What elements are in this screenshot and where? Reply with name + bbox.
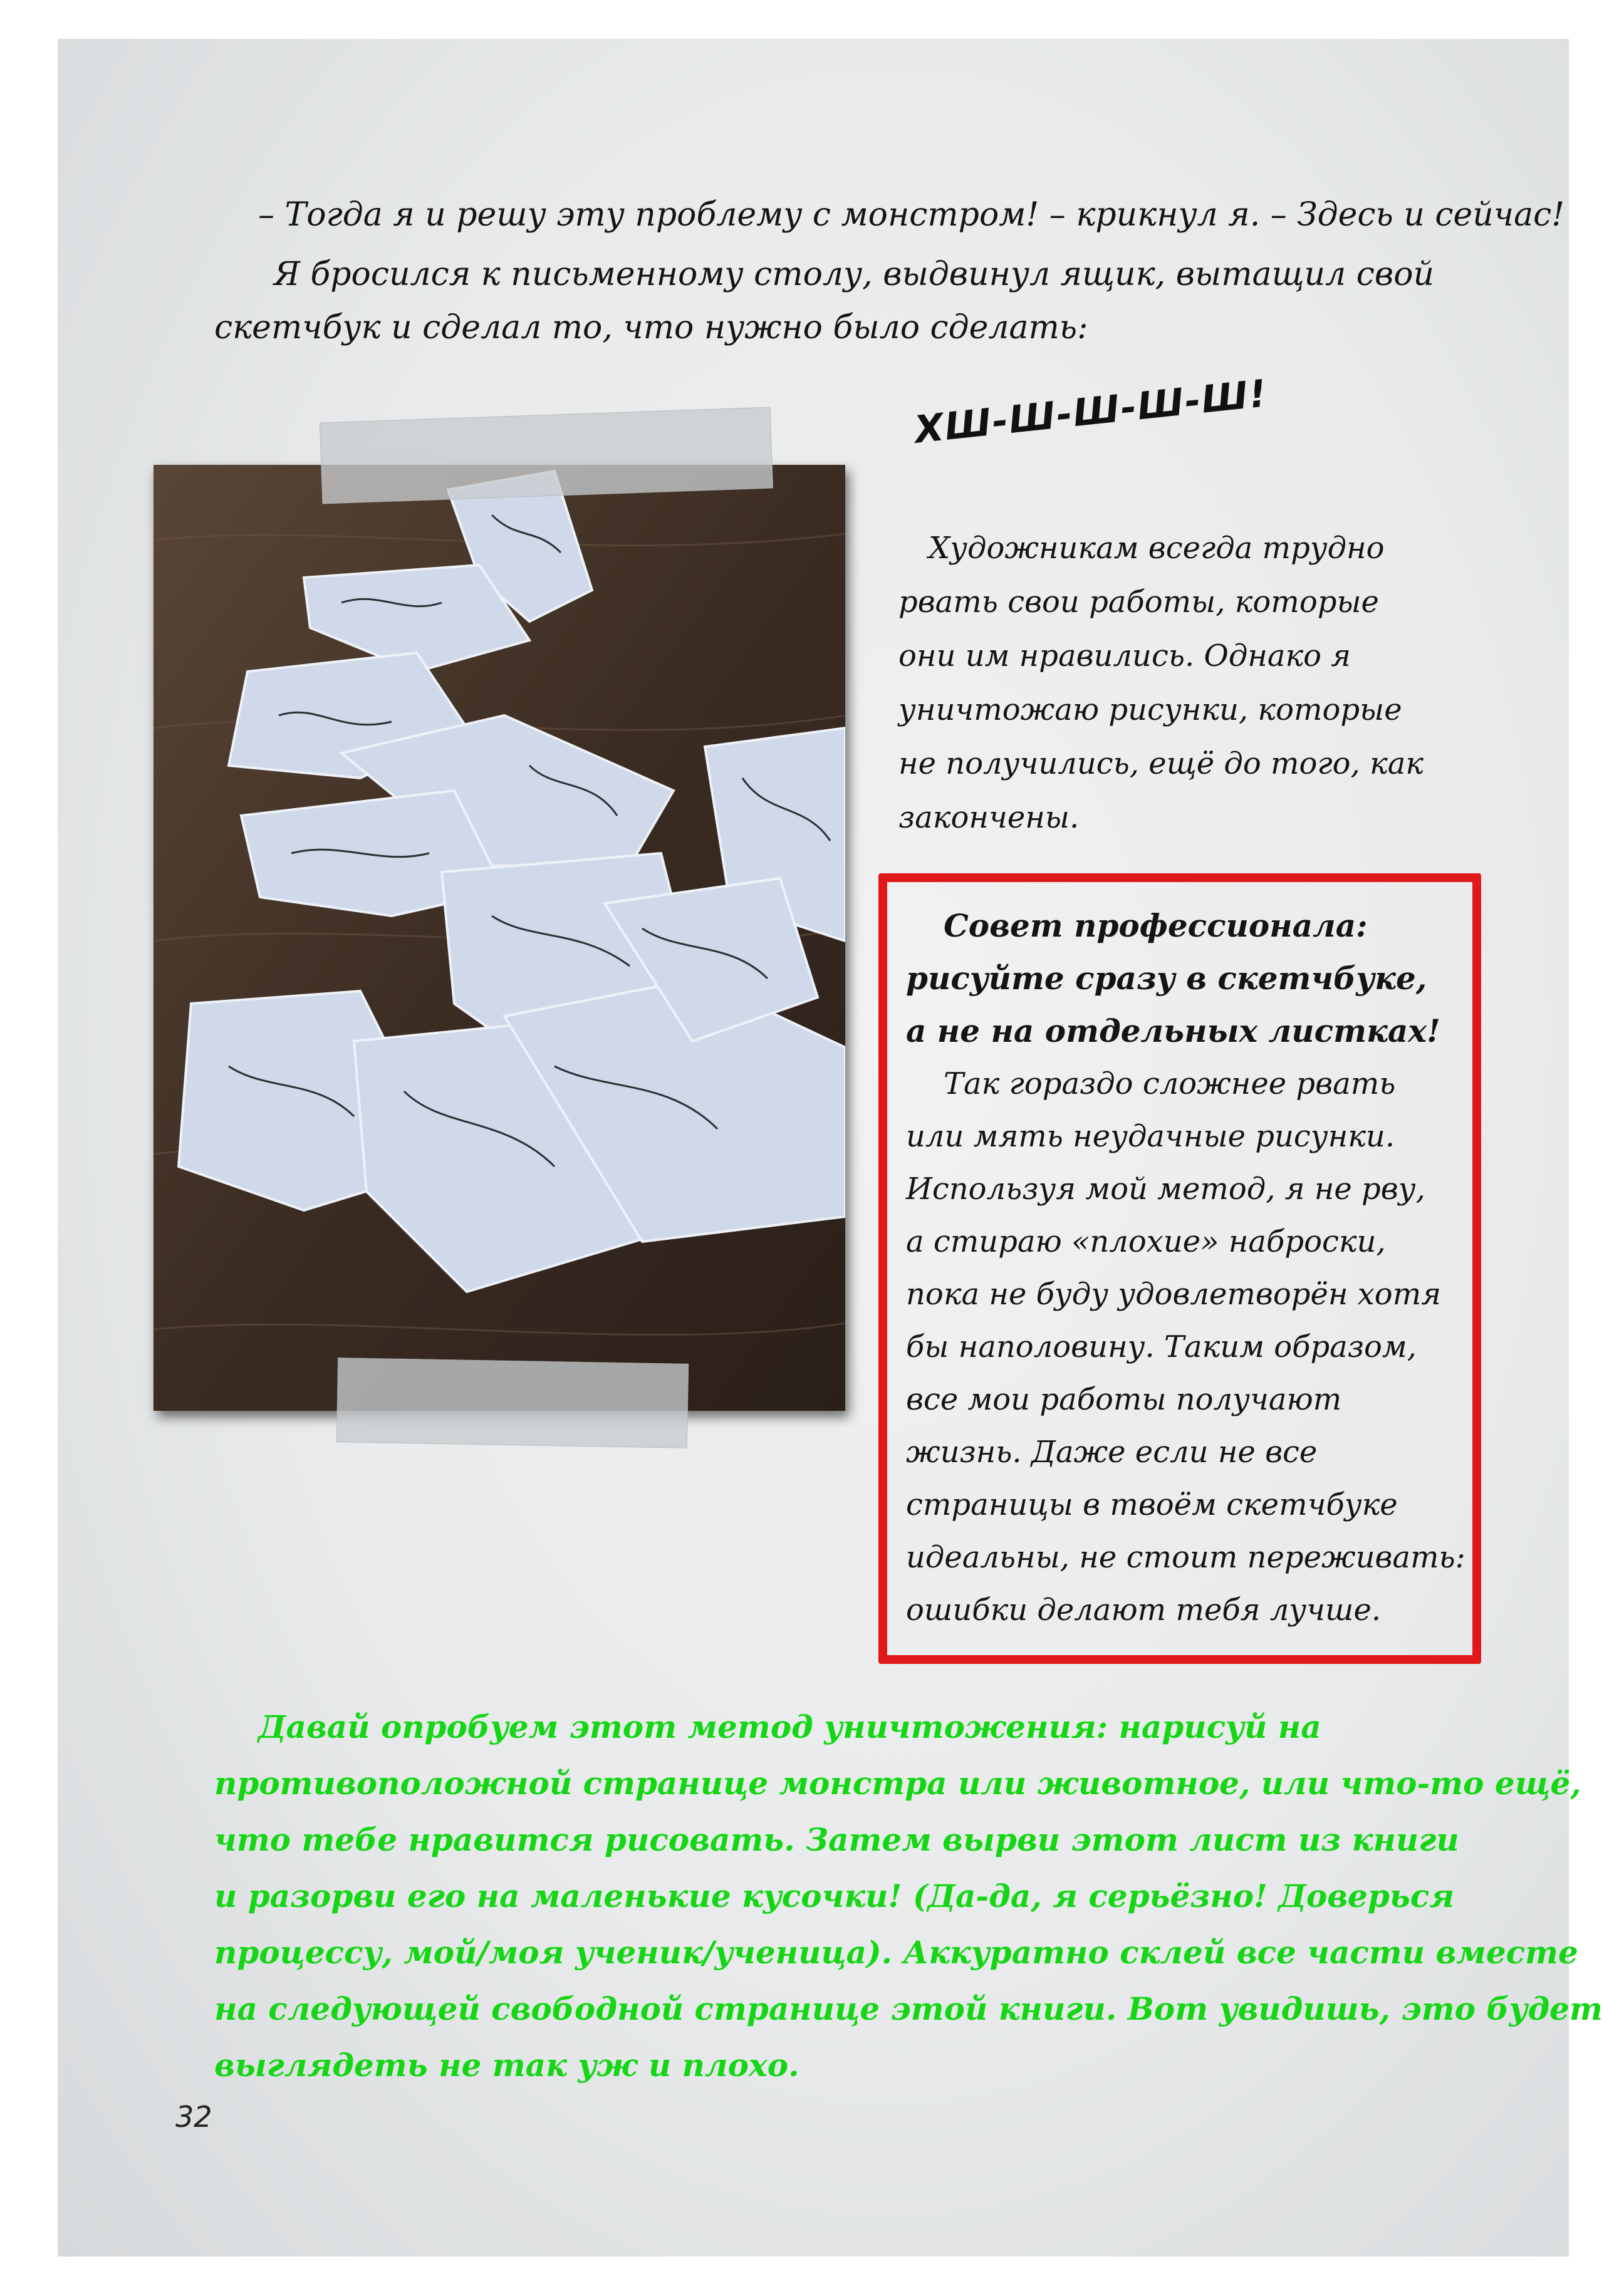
tip-body-line: все мои работы получают bbox=[906, 1382, 1342, 1417]
tip-heading-line: рисуйте сразу в скетчбуке, bbox=[906, 960, 1427, 997]
exercise-line: процессу, мой/моя ученик/ученица). Аккуратно склей все части вместе bbox=[214, 1934, 1578, 1971]
exercise-line: Давай опробуем этот метод уничтожения: нарисуй на bbox=[258, 1708, 1321, 1745]
intro-line: Я бросился к письменному столу, выдвинул ящик, вытащил свой bbox=[274, 256, 1434, 293]
paragraph-line: уничтожаю рисунки, которые bbox=[898, 692, 1402, 727]
tip-body-line: пока не буду удовлетворён хотя bbox=[906, 1277, 1441, 1312]
paragraph-line: Художникам всегда трудно bbox=[929, 531, 1385, 566]
exercise-line: противоположной странице монстра или животное, или что-то ещё, bbox=[214, 1765, 1581, 1802]
tip-heading-line: Совет профессионала: bbox=[944, 907, 1368, 944]
tape-strip bbox=[320, 407, 773, 504]
tip-body-line: ошибки делают тебя лучше. bbox=[906, 1592, 1382, 1628]
tip-body-line: идеальны, не стоит переживать: bbox=[906, 1540, 1465, 1575]
book-page bbox=[58, 39, 1603, 2257]
tip-body-line: или мять неудачные рисунки. bbox=[906, 1119, 1395, 1154]
torn-paper-illustration bbox=[154, 465, 845, 1411]
tip-body-line: а стираю «плохие» наброски, bbox=[906, 1224, 1386, 1259]
exercise-line: что тебе нравится рисовать. Затем вырви этот лист из книги bbox=[214, 1821, 1459, 1858]
tip-body-line: Так гораздо сложнее рвать bbox=[944, 1066, 1396, 1101]
exercise-line: выглядеть не так уж и плохо. bbox=[214, 2047, 799, 2084]
exercise-line: на следующей свободной странице этой книги. Вот увидишь, это будет bbox=[214, 1990, 1603, 2027]
page-number: 32 bbox=[175, 2100, 212, 2134]
torn-paper-photo bbox=[154, 465, 845, 1411]
tip-heading-line: а не на отдельных листках! bbox=[906, 1012, 1440, 1049]
tip-body-line: Используя мой метод, я не рву, bbox=[906, 1171, 1425, 1207]
exercise-line: и разорви его на маленькие кусочки! (Да-да, я серьёзно! Доверься bbox=[214, 1878, 1455, 1914]
pro-tip-box bbox=[878, 873, 1481, 1664]
tape-strip bbox=[336, 1358, 689, 1448]
paragraph-line: рвать свои работы, которые bbox=[898, 584, 1379, 620]
intro-line: – Тогда я и решу эту проблему с монстром! – крикнул я. – Здесь и сейчас! bbox=[258, 196, 1565, 234]
tip-body-line: страницы в твоём скетчбуке bbox=[906, 1487, 1398, 1522]
paragraph-line: они им нравились. Однако я bbox=[898, 638, 1351, 673]
tip-body-line: жизнь. Даже если не все bbox=[906, 1435, 1318, 1470]
paragraph-line: закончены. bbox=[898, 800, 1080, 835]
tip-body-line: бы наполовину. Таким образом, bbox=[906, 1329, 1417, 1364]
sound-effect-text: ХШ-Ш-Ш-Ш-Ш! bbox=[912, 371, 1270, 452]
intro-line: скетчбук и сделал то, что нужно было сделать: bbox=[214, 309, 1088, 346]
paragraph-line: не получились, ещё до того, как bbox=[898, 746, 1424, 781]
